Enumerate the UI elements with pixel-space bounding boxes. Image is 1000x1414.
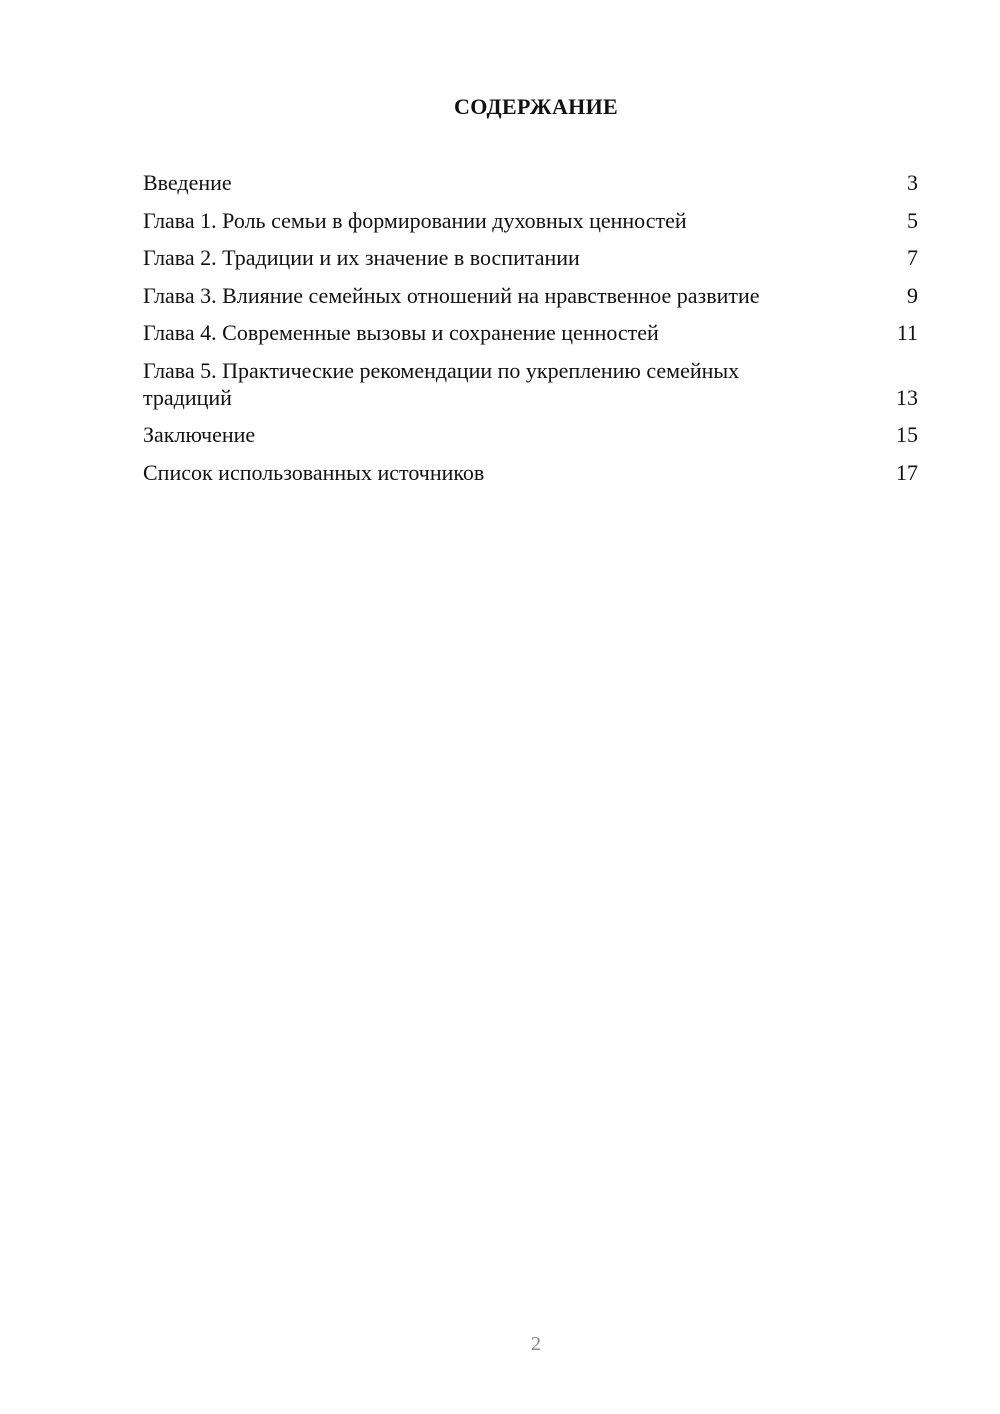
toc-entry — [143, 421, 918, 448]
toc-entry — [143, 459, 918, 486]
toc-entry-page: 9 — [907, 282, 918, 308]
page-title: СОДЕРЖАНИЕ — [454, 94, 618, 119]
page-number: 2 — [531, 1333, 541, 1355]
toc-entry-label: Заключение — [143, 422, 256, 447]
toc-entry-page: 13 — [896, 384, 918, 410]
table-of-contents — [143, 169, 918, 496]
toc-entry-label: Глава 1. Роль семьи в формировании духовных ценностей — [143, 207, 687, 233]
toc-entry-page: 15 — [896, 422, 918, 447]
toc-entry — [143, 282, 918, 309]
toc-entry-page: 7 — [907, 245, 918, 270]
toc-entry-label: Глава 4. Современные вызовы и сохранение ценностей — [143, 320, 659, 345]
toc-entry-label: Список использованных источников — [143, 459, 485, 485]
toc-entry-label: Глава 5. Практические рекомендации по укреплению семейных традиций — [143, 357, 740, 410]
toc-entry-page: 5 — [907, 207, 918, 233]
toc-entry-label: Глава 2. Традиции и их значение в воспитании — [143, 245, 580, 270]
toc-entry — [143, 169, 918, 196]
toc-entry — [143, 357, 918, 411]
toc-entry — [143, 244, 918, 271]
toc-entry-page: 17 — [896, 459, 918, 485]
toc-entry-page: 3 — [907, 170, 918, 195]
toc-entry-page: 11 — [896, 320, 918, 345]
toc-entry — [143, 207, 918, 234]
toc-entry — [143, 319, 918, 346]
toc-entry-label: Введение — [143, 170, 232, 195]
toc-entry-label: Глава 3. Влияние семейных отношений на нравственное развитие — [143, 282, 760, 308]
